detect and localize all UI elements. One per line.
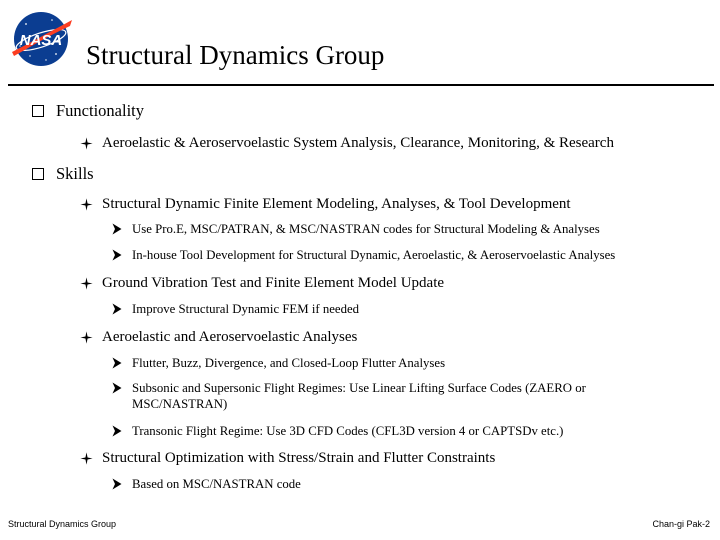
- diamond-bullet-icon: [80, 331, 93, 344]
- list-item: [112, 247, 615, 263]
- item-text: Structural Optimization with Stress/Strain and Flutter Constraints: [102, 450, 496, 466]
- title-divider: [8, 84, 714, 86]
- arrow-bullet-icon: [112, 478, 122, 490]
- item-text: Use Pro.E, MSC/PATRAN, & MSC/NASTRAN codes for Structural Modeling & Analyses: [132, 222, 600, 236]
- item-text: Subsonic and Supersonic Flight Regimes: Use Linear Lifting Surface Codes (ZAERO or MSC/NASTRAN): [132, 381, 586, 411]
- item-text: Aeroelastic and Aeroservoelastic Analyses: [102, 329, 358, 345]
- list-item: [112, 301, 359, 317]
- list-item: [80, 328, 357, 346]
- arrow-bullet-icon: [112, 382, 122, 394]
- list-item: [112, 476, 301, 492]
- item-text: Aeroelastic & Aeroservoelastic System Analysis, Clearance, Monitoring, & Research: [102, 135, 614, 151]
- arrow-bullet-icon: [112, 425, 122, 437]
- square-bullet-icon: [32, 105, 44, 117]
- item-text: Flutter, Buzz, Divergence, and Closed-Loop Flutter Analyses: [132, 356, 446, 370]
- item-text: In-house Tool Development for Structural Dynamic, Aeroelastic, & Aeroservoelastic Analyses: [132, 248, 616, 262]
- list-item: [80, 449, 495, 467]
- arrow-bullet-icon: [112, 357, 122, 369]
- footer-left: Structural Dynamics Group: [8, 519, 117, 529]
- item-text: Ground Vibration Test and Finite Element Model Update: [102, 275, 445, 291]
- logo-text: NASA: [19, 32, 63, 49]
- arrow-bullet-icon: [112, 249, 122, 261]
- diamond-bullet-icon: [80, 277, 93, 290]
- diamond-bullet-icon: [80, 198, 93, 211]
- item-text: Transonic Flight Regime: Use 3D CFD Codes (CFL3D version 4 or CAPTSDv etc.): [132, 424, 564, 438]
- item-text: Functionality: [56, 101, 144, 120]
- list-item: [80, 134, 614, 152]
- item-text: Improve Structural Dynamic FEM if needed: [132, 302, 360, 316]
- footer-right: Chan-gi Pak-2: [652, 519, 710, 529]
- list-item: [32, 164, 94, 184]
- list-item: [112, 423, 563, 439]
- arrow-bullet-icon: [112, 223, 122, 235]
- list-item: [112, 221, 600, 237]
- item-text: Structural Dynamic Finite Element Modeling, Analyses, & Tool Development: [102, 196, 571, 212]
- item-text: Based on MSC/NASTRAN code: [132, 477, 301, 491]
- list-item: [112, 355, 445, 371]
- list-item: [32, 101, 144, 121]
- list-item: [80, 195, 571, 213]
- list-item: [80, 274, 444, 292]
- nasa-logo: [6, 8, 76, 70]
- list-item: [112, 380, 652, 412]
- diamond-bullet-icon: [80, 452, 93, 465]
- item-text: Skills: [56, 164, 94, 183]
- square-bullet-icon: [32, 168, 44, 180]
- page-title: Structural Dynamics Group: [86, 40, 385, 70]
- diamond-bullet-icon: [80, 137, 93, 150]
- arrow-bullet-icon: [112, 303, 122, 315]
